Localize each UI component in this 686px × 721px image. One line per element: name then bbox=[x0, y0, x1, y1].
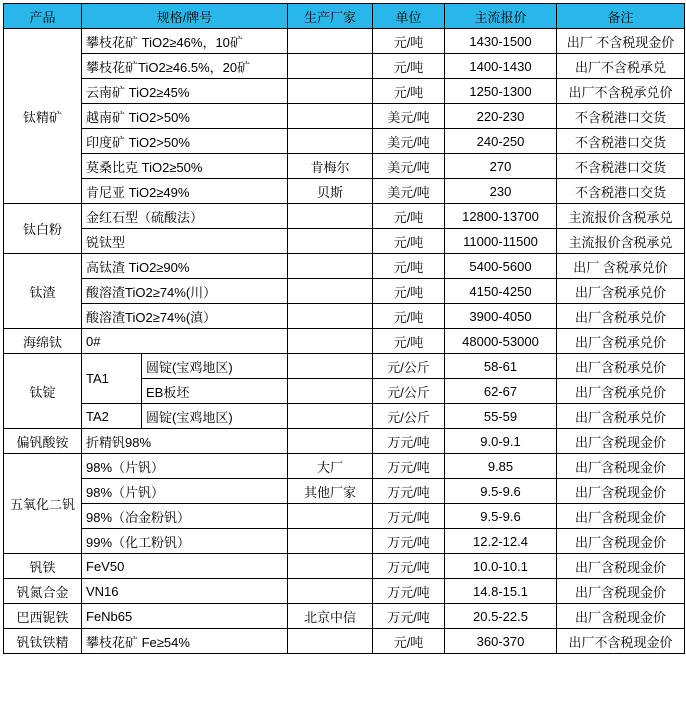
cell-note: 出厂含税现金价 bbox=[557, 504, 685, 529]
table-row bbox=[4, 79, 685, 104]
cell-unit: 元/吨 bbox=[373, 29, 445, 54]
header-cell-price: 主流报价 bbox=[445, 4, 557, 29]
cell-price: 230 bbox=[445, 179, 557, 204]
cell-product-category: 钒钛铁精 bbox=[4, 629, 82, 654]
cell-unit: 元/吨 bbox=[373, 229, 445, 254]
table-row bbox=[4, 204, 685, 229]
table-row bbox=[4, 329, 685, 354]
cell-spec: 云南矿 TiO2≥45% bbox=[82, 79, 288, 104]
cell-maker bbox=[288, 304, 373, 329]
cell-note: 不含税港口交货 bbox=[557, 154, 685, 179]
cell-spec: FeV50 bbox=[82, 554, 288, 579]
table-row bbox=[4, 479, 685, 504]
table-row bbox=[4, 454, 685, 479]
cell-unit: 万元/吨 bbox=[373, 529, 445, 554]
table-row bbox=[4, 54, 685, 79]
cell-product-category: 钒氮合金 bbox=[4, 579, 82, 604]
cell-maker bbox=[288, 279, 373, 304]
cell-note: 出厂含税承兑价 bbox=[557, 354, 685, 379]
cell-maker: 肯梅尔 bbox=[288, 154, 373, 179]
cell-spec: 攀枝花矿 TiO2≥46%，10矿 bbox=[82, 29, 288, 54]
cell-unit: 元/公斤 bbox=[373, 404, 445, 429]
cell-price: 9.85 bbox=[445, 454, 557, 479]
cell-unit: 万元/吨 bbox=[373, 429, 445, 454]
cell-maker bbox=[288, 204, 373, 229]
cell-price: 360-370 bbox=[445, 629, 557, 654]
cell-note: 出厂含税现金价 bbox=[557, 554, 685, 579]
table-row bbox=[4, 404, 685, 429]
cell-unit: 美元/吨 bbox=[373, 129, 445, 154]
table-row bbox=[4, 279, 685, 304]
cell-maker bbox=[288, 504, 373, 529]
cell-price: 1400-1430 bbox=[445, 54, 557, 79]
cell-unit: 元/吨 bbox=[373, 304, 445, 329]
cell-note: 出厂含税现金价 bbox=[557, 429, 685, 454]
cell-note: 出厂含税现金价 bbox=[557, 479, 685, 504]
cell-unit: 万元/吨 bbox=[373, 479, 445, 504]
cell-unit: 元/吨 bbox=[373, 204, 445, 229]
cell-unit: 万元/吨 bbox=[373, 604, 445, 629]
cell-maker bbox=[288, 79, 373, 104]
table-row bbox=[4, 229, 685, 254]
cell-note: 出厂 含税承兑价 bbox=[557, 254, 685, 279]
cell-price: 9.0-9.1 bbox=[445, 429, 557, 454]
cell-note: 出厂含税承兑价 bbox=[557, 404, 685, 429]
cell-spec: 锐钛型 bbox=[82, 229, 288, 254]
table-body bbox=[4, 29, 685, 654]
cell-unit: 美元/吨 bbox=[373, 179, 445, 204]
cell-spec: 肯尼亚 TiO2≥49% bbox=[82, 179, 288, 204]
cell-spec: 印度矿 TiO2>50% bbox=[82, 129, 288, 154]
table-row bbox=[4, 104, 685, 129]
cell-maker bbox=[288, 254, 373, 279]
table-row bbox=[4, 554, 685, 579]
cell-note: 出厂含税现金价 bbox=[557, 604, 685, 629]
table-row bbox=[4, 354, 685, 379]
cell-product-category: 钛白粉 bbox=[4, 204, 82, 254]
table-row bbox=[4, 254, 685, 279]
cell-unit: 元/吨 bbox=[373, 629, 445, 654]
cell-price: 14.8-15.1 bbox=[445, 579, 557, 604]
cell-maker: 其他厂家 bbox=[288, 479, 373, 504]
cell-unit: 美元/吨 bbox=[373, 154, 445, 179]
header-cell-unit: 单位 bbox=[373, 4, 445, 29]
cell-price: 220-230 bbox=[445, 104, 557, 129]
table-header bbox=[4, 4, 685, 29]
table-row bbox=[4, 179, 685, 204]
cell-product-category: 海绵钛 bbox=[4, 329, 82, 354]
header-cell-product: 产品 bbox=[4, 4, 82, 29]
cell-note: 出厂不含税现金价 bbox=[557, 629, 685, 654]
cell-spec: 莫桑比克 TiO2≥50% bbox=[82, 154, 288, 179]
cell-spec: 酸溶渣TiO2≥74%(川） bbox=[82, 279, 288, 304]
table-row bbox=[4, 629, 685, 654]
cell-spec: 越南矿 TiO2>50% bbox=[82, 104, 288, 129]
table-row bbox=[4, 29, 685, 54]
cell-product-category: 偏钒酸铵 bbox=[4, 429, 82, 454]
table-row bbox=[4, 154, 685, 179]
price-quote-table bbox=[3, 3, 685, 654]
table-row bbox=[4, 529, 685, 554]
cell-spec: 圆锭(宝鸡地区) bbox=[142, 404, 288, 429]
cell-price: 58-61 bbox=[445, 354, 557, 379]
cell-note: 出厂 不含税现金价 bbox=[557, 29, 685, 54]
cell-note: 出厂含税现金价 bbox=[557, 579, 685, 604]
cell-maker bbox=[288, 229, 373, 254]
cell-note: 出厂含税承兑价 bbox=[557, 279, 685, 304]
cell-note: 出厂含税现金价 bbox=[557, 529, 685, 554]
cell-spec: EB板坯 bbox=[142, 379, 288, 404]
cell-price: 240-250 bbox=[445, 129, 557, 154]
cell-unit: 万元/吨 bbox=[373, 504, 445, 529]
cell-spec-group: TA2 bbox=[82, 404, 142, 429]
cell-spec: 折精钒98% bbox=[82, 429, 288, 454]
cell-product-category: 钛精矿 bbox=[4, 29, 82, 204]
cell-price: 5400-5600 bbox=[445, 254, 557, 279]
cell-unit: 万元/吨 bbox=[373, 579, 445, 604]
cell-note: 出厂含税承兑价 bbox=[557, 304, 685, 329]
cell-maker bbox=[288, 54, 373, 79]
cell-spec: 98%（冶金粉钒） bbox=[82, 504, 288, 529]
cell-note: 出厂不含税承兑价 bbox=[557, 79, 685, 104]
cell-maker bbox=[288, 529, 373, 554]
table-row bbox=[4, 579, 685, 604]
cell-spec: VN16 bbox=[82, 579, 288, 604]
cell-price: 10.0-10.1 bbox=[445, 554, 557, 579]
cell-maker bbox=[288, 429, 373, 454]
cell-price: 9.5-9.6 bbox=[445, 504, 557, 529]
cell-price: 20.5-22.5 bbox=[445, 604, 557, 629]
cell-maker bbox=[288, 629, 373, 654]
cell-note: 不含税港口交货 bbox=[557, 104, 685, 129]
cell-spec: 圆锭(宝鸡地区) bbox=[142, 354, 288, 379]
cell-maker bbox=[288, 579, 373, 604]
cell-unit: 元/公斤 bbox=[373, 354, 445, 379]
cell-maker bbox=[288, 329, 373, 354]
cell-price: 12800-13700 bbox=[445, 204, 557, 229]
cell-spec: 高钛渣 TiO2≥90% bbox=[82, 254, 288, 279]
header-row bbox=[4, 4, 685, 29]
cell-maker: 贝斯 bbox=[288, 179, 373, 204]
cell-note: 主流报价含税承兑 bbox=[557, 229, 685, 254]
cell-maker bbox=[288, 554, 373, 579]
cell-price: 270 bbox=[445, 154, 557, 179]
cell-spec: FeNb65 bbox=[82, 604, 288, 629]
cell-spec: 98%（片钒） bbox=[82, 454, 288, 479]
cell-product-category: 钒铁 bbox=[4, 554, 82, 579]
cell-note: 出厂含税现金价 bbox=[557, 454, 685, 479]
table-row bbox=[4, 604, 685, 629]
cell-spec: 酸溶渣TiO2≥74%(滇） bbox=[82, 304, 288, 329]
cell-note: 出厂不含税承兑 bbox=[557, 54, 685, 79]
cell-product-category: 巴西铌铁 bbox=[4, 604, 82, 629]
cell-price: 12.2-12.4 bbox=[445, 529, 557, 554]
cell-product-category: 钛锭 bbox=[4, 354, 82, 429]
cell-unit: 万元/吨 bbox=[373, 554, 445, 579]
cell-maker: 大厂 bbox=[288, 454, 373, 479]
cell-spec: 0# bbox=[82, 329, 288, 354]
cell-unit: 美元/吨 bbox=[373, 104, 445, 129]
cell-note: 不含税港口交货 bbox=[557, 129, 685, 154]
cell-maker bbox=[288, 104, 373, 129]
header-cell-manufacturer: 生产厂家 bbox=[288, 4, 373, 29]
cell-note: 出厂含税承兑价 bbox=[557, 329, 685, 354]
cell-unit: 元/吨 bbox=[373, 254, 445, 279]
cell-maker bbox=[288, 129, 373, 154]
cell-unit: 元/吨 bbox=[373, 79, 445, 104]
cell-product-category: 钛渣 bbox=[4, 254, 82, 329]
cell-spec: 攀枝花矿 Fe≥54% bbox=[82, 629, 288, 654]
cell-maker bbox=[288, 29, 373, 54]
table-row bbox=[4, 429, 685, 454]
cell-spec: 金红石型（硫酸法） bbox=[82, 204, 288, 229]
cell-price: 1430-1500 bbox=[445, 29, 557, 54]
cell-price: 55-59 bbox=[445, 404, 557, 429]
cell-price: 62-67 bbox=[445, 379, 557, 404]
cell-unit: 元/吨 bbox=[373, 54, 445, 79]
header-cell-spec: 规格/牌号 bbox=[82, 4, 288, 29]
cell-price: 9.5-9.6 bbox=[445, 479, 557, 504]
cell-price: 11000-11500 bbox=[445, 229, 557, 254]
cell-spec: 98%（片钒） bbox=[82, 479, 288, 504]
cell-note: 主流报价含税承兑 bbox=[557, 204, 685, 229]
cell-product-category: 五氧化二钒 bbox=[4, 454, 82, 554]
table-row bbox=[4, 304, 685, 329]
cell-maker bbox=[288, 379, 373, 404]
cell-price: 48000-53000 bbox=[445, 329, 557, 354]
cell-unit: 元/吨 bbox=[373, 279, 445, 304]
cell-maker bbox=[288, 354, 373, 379]
cell-unit: 元/公斤 bbox=[373, 379, 445, 404]
cell-unit: 元/吨 bbox=[373, 329, 445, 354]
header-cell-note: 备注 bbox=[557, 4, 685, 29]
cell-price: 1250-1300 bbox=[445, 79, 557, 104]
cell-price: 4150-4250 bbox=[445, 279, 557, 304]
cell-spec: 99%（化工粉钒） bbox=[82, 529, 288, 554]
cell-maker: 北京中信 bbox=[288, 604, 373, 629]
cell-price: 3900-4050 bbox=[445, 304, 557, 329]
table-row bbox=[4, 129, 685, 154]
cell-maker bbox=[288, 404, 373, 429]
cell-note: 出厂含税承兑价 bbox=[557, 379, 685, 404]
table-row bbox=[4, 504, 685, 529]
cell-note: 不含税港口交货 bbox=[557, 179, 685, 204]
cell-spec-group: TA1 bbox=[82, 354, 142, 404]
cell-unit: 万元/吨 bbox=[373, 454, 445, 479]
cell-spec: 攀枝花矿TiO2≥46.5%，20矿 bbox=[82, 54, 288, 79]
